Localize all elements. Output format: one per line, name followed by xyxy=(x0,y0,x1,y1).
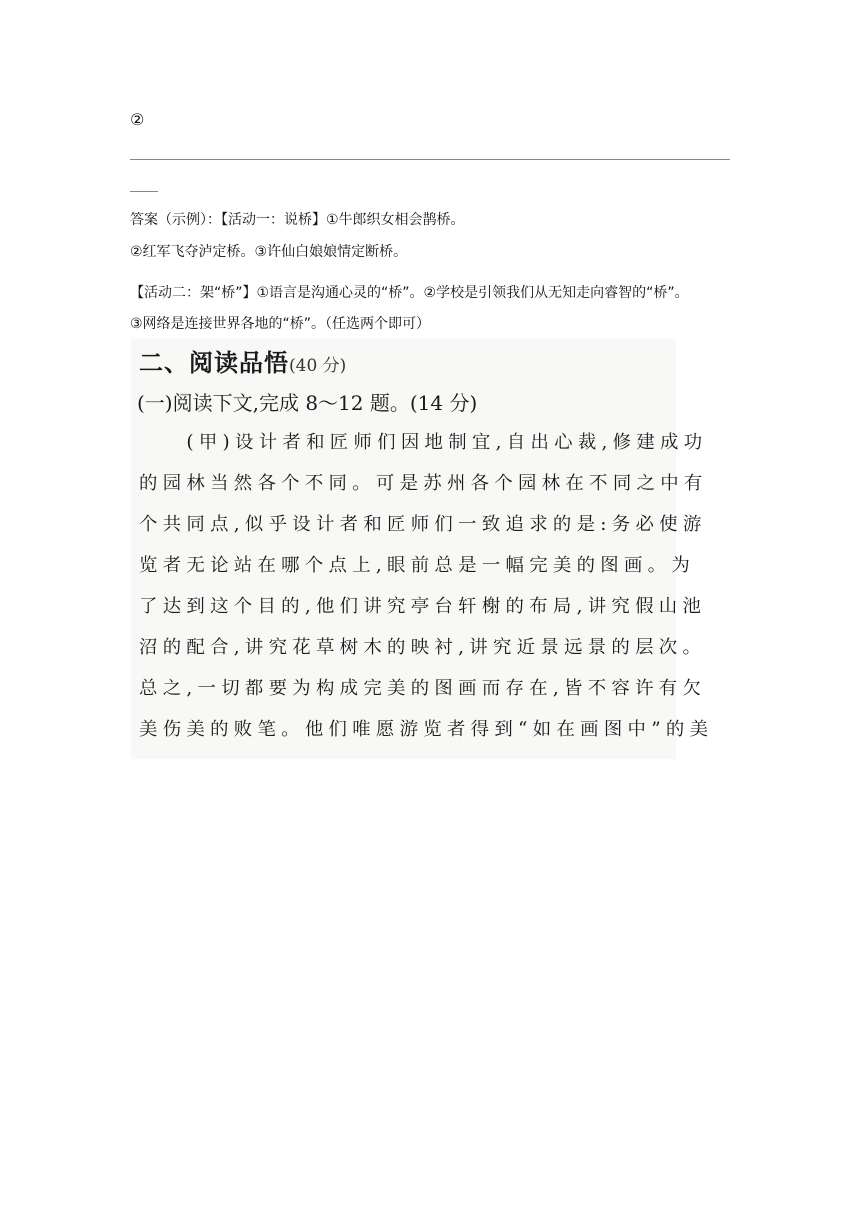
section-title: 二、阅读品悟 xyxy=(139,349,289,377)
answer-line-3: 【活动二：架“桥”】①语言是沟通心灵的“桥”。②学校是引领我们从无知走向睿智的“桥”。 xyxy=(130,285,689,301)
answer-blank-line xyxy=(130,159,730,160)
passage-line: 了达到这个目的,他们讲究亭台轩榭的布局,讲究假山池 xyxy=(139,596,707,617)
answer-line-2: ②红军飞夺泸定桥。③许仙白娘娘情定断桥。 xyxy=(130,244,408,260)
passage-line: 览者无论站在哪个点上,眼前总是一幅完美的图画。为 xyxy=(139,555,696,576)
answer-number-two: ② xyxy=(130,110,145,129)
passage-line: (甲)设计者和匠师们因地制宜,自出心裁,修建成功 xyxy=(139,432,708,453)
passage-line: 的园林当然各个不同。可是苏州各个园林在不同之中有 xyxy=(139,473,708,494)
section-points: (40 分) xyxy=(289,356,347,376)
answer-blank-line-end xyxy=(130,191,158,192)
passage-line: 沼的配合,讲究花草树木的映衬,讲究近景远景的层次。 xyxy=(139,637,707,658)
answer-line-1: 答案（示例）：【活动一：说桥】①牛郎织女相会鹊桥。 xyxy=(130,212,465,228)
answer-line-4: ③网络是连接世界各地的“桥”。（任选两个即可） xyxy=(130,316,431,332)
passage-line: 个共同点,似乎设计者和匠师们一致追求的是:务必使游 xyxy=(139,514,707,535)
passage-line: 总之,一切都要为构成完美的图画而存在,皆不容许有欠 xyxy=(139,678,707,699)
passage-line: 美伤美的败笔。他们唯愿游览者得到“如在画图中”的美 xyxy=(139,719,714,740)
scanned-passage-image xyxy=(131,339,714,759)
question-header: (一)阅读下文,完成 8～12 题。(14 分) xyxy=(137,391,478,415)
section-heading xyxy=(139,343,346,378)
